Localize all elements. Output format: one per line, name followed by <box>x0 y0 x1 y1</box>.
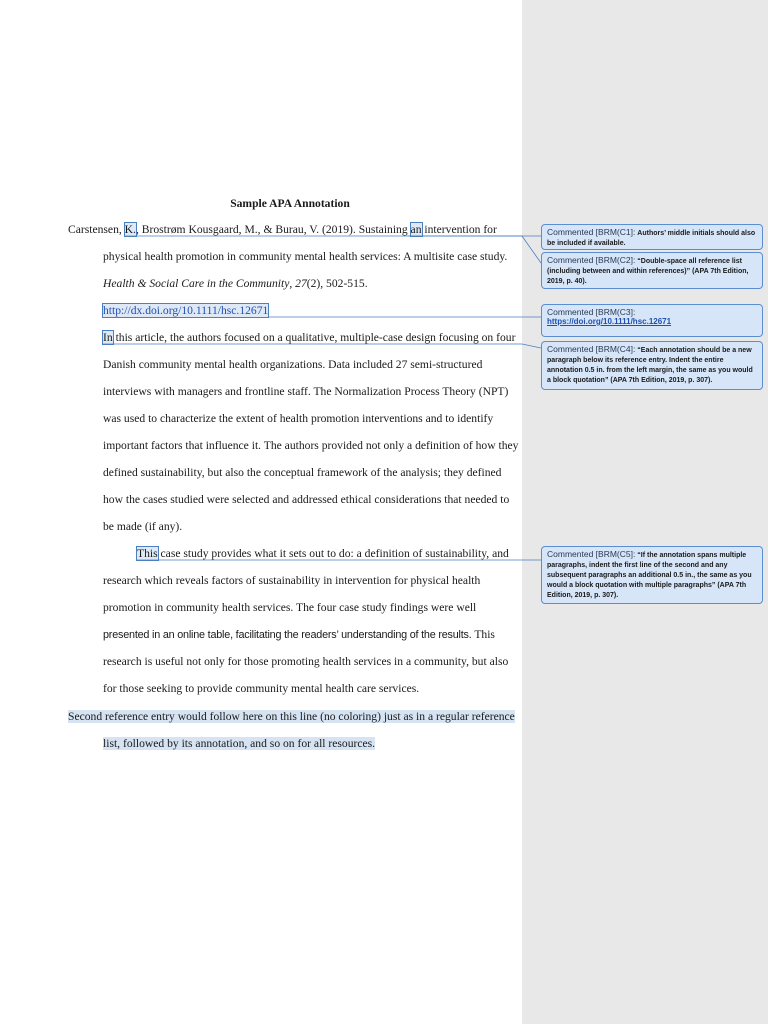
comment-anchor-c5[interactable]: This <box>137 547 158 560</box>
reference-line-3 <box>103 277 368 291</box>
comment-c3[interactable] <box>541 304 763 337</box>
comment-anchor-c2[interactable]: an <box>410 223 422 236</box>
annotation-p2-line-5: research is useful not only for those promoting health services in a community, but also <box>103 655 509 668</box>
comment-body: Authors’ middle initials should also be included if available. <box>547 230 756 247</box>
annotation-p2-line-2: research which reveals factors of sustainability in intervention for physical health <box>103 574 481 587</box>
reference-line-2: physical health promotion in community mental health services: A multisite case study. <box>103 250 508 263</box>
comment-header: Commented [BRM(C2]: <box>547 255 636 265</box>
comment-anchor-c3[interactable]: http://dx.doi.org/10.1111/hsc.12671 <box>103 304 269 317</box>
reference-text: (2), 502-515. <box>306 277 368 290</box>
comment-header: Commented [BRM(C3]: <box>547 307 636 317</box>
journal-volume: 27 <box>295 277 307 290</box>
annotation-p2-line-3: promotion in community health services. The four case study findings were well <box>103 601 477 614</box>
comment-header: Commented [BRM(C5]: <box>547 549 636 559</box>
annotation-p1-line-8: be made (if any). <box>103 520 183 533</box>
doi-link[interactable] <box>103 304 268 318</box>
document-title: Sample APA Annotation <box>230 197 350 210</box>
comment-c2[interactable] <box>541 252 763 289</box>
comment-link[interactable]: https://doi.org/10.1111/hsc.12671 <box>547 317 672 326</box>
annotation-p2-line-4 <box>103 628 495 642</box>
next-entry-text: Second reference entry would follow here on this line (no coloring) just as in a regular reference <box>68 710 515 723</box>
reference-text: , <box>289 277 296 290</box>
comment-body: “Each annotation should be a new paragraph below its reference entry. Indent the entire annotation 0.5 in. from the left margin, the same as you would a block quotation” (APA 7th Edition, 2019, p. 307). <box>547 347 753 384</box>
annotation-p2-line-6: for those seeking to provide community mental health care services. <box>103 682 420 695</box>
annotation-p1-line-5: important factors that influence it. The authors provided not only a definition of how they <box>103 439 519 452</box>
comments-pane <box>522 0 768 1024</box>
comment-c1[interactable] <box>541 224 763 250</box>
comment-header: Commented [BRM(C4]: <box>547 344 636 354</box>
annotation-text: . This <box>468 628 495 641</box>
comment-c5[interactable] <box>541 546 763 604</box>
comment-anchor-c4[interactable]: In <box>103 331 113 344</box>
annotation-p1-line-1 <box>103 331 515 345</box>
reference-text: Carstensen, <box>68 223 125 236</box>
annotation-p1-line-3: interviews with managers and frontline staff. The Normalization Process Theory (NPT) <box>103 385 509 398</box>
journal-title: Health & Social Care in the Community <box>103 277 290 290</box>
reference-text: intervention for <box>421 223 497 236</box>
next-entry-text: list, followed by its annotation, and so on for all resources. <box>103 737 376 750</box>
comment-body: “Double-space all reference list (including between and within references)” (APA 7th Edition, 2019, p. 40). <box>547 258 749 285</box>
annotation-p1-line-6: defined sustainability, but also the conceptual framework of the analysis; they defined <box>103 466 502 479</box>
comment-body: “If the annotation spans multiple paragraphs, indent the first line of the second and any subsequent paragraphs an additional 0.5 in., the same as you would a block quotation with multiple paragraphs” (APA 7th Edition, 2019, p. 307). <box>547 552 752 599</box>
annotation-p2-line-1 <box>137 547 509 561</box>
comment-header: Commented [BRM(C1]: <box>547 227 636 237</box>
inserted-text: presented in an online table, facilitating the readers’ understanding of the results <box>103 629 469 641</box>
reference-line-1 <box>68 223 497 237</box>
annotation-p1-line-4: was used to characterize the extent of health promotion interventions and to identify <box>103 412 494 425</box>
next-entry-line-2 <box>103 737 375 751</box>
comment-c4[interactable] <box>541 341 763 390</box>
annotation-text: this article, the authors focused on a qualitative, multiple-case design focusing on four <box>112 331 516 344</box>
next-entry-line-1 <box>68 710 515 724</box>
comment-anchor-c1[interactable]: K. <box>124 223 136 236</box>
reference-text: , Brostrøm Kousgaard, M., & Burau, V. (2019). Sustaining <box>135 223 411 236</box>
annotation-p1-line-7: how the cases studied were selected and addressed ethical considerations that needed to <box>103 493 510 506</box>
annotation-p1-line-2: Danish community mental health organizations. Data included 27 semi-structured <box>103 358 483 371</box>
annotation-text: case study provides what it sets out to do: a definition of sustainability, and <box>157 547 509 560</box>
